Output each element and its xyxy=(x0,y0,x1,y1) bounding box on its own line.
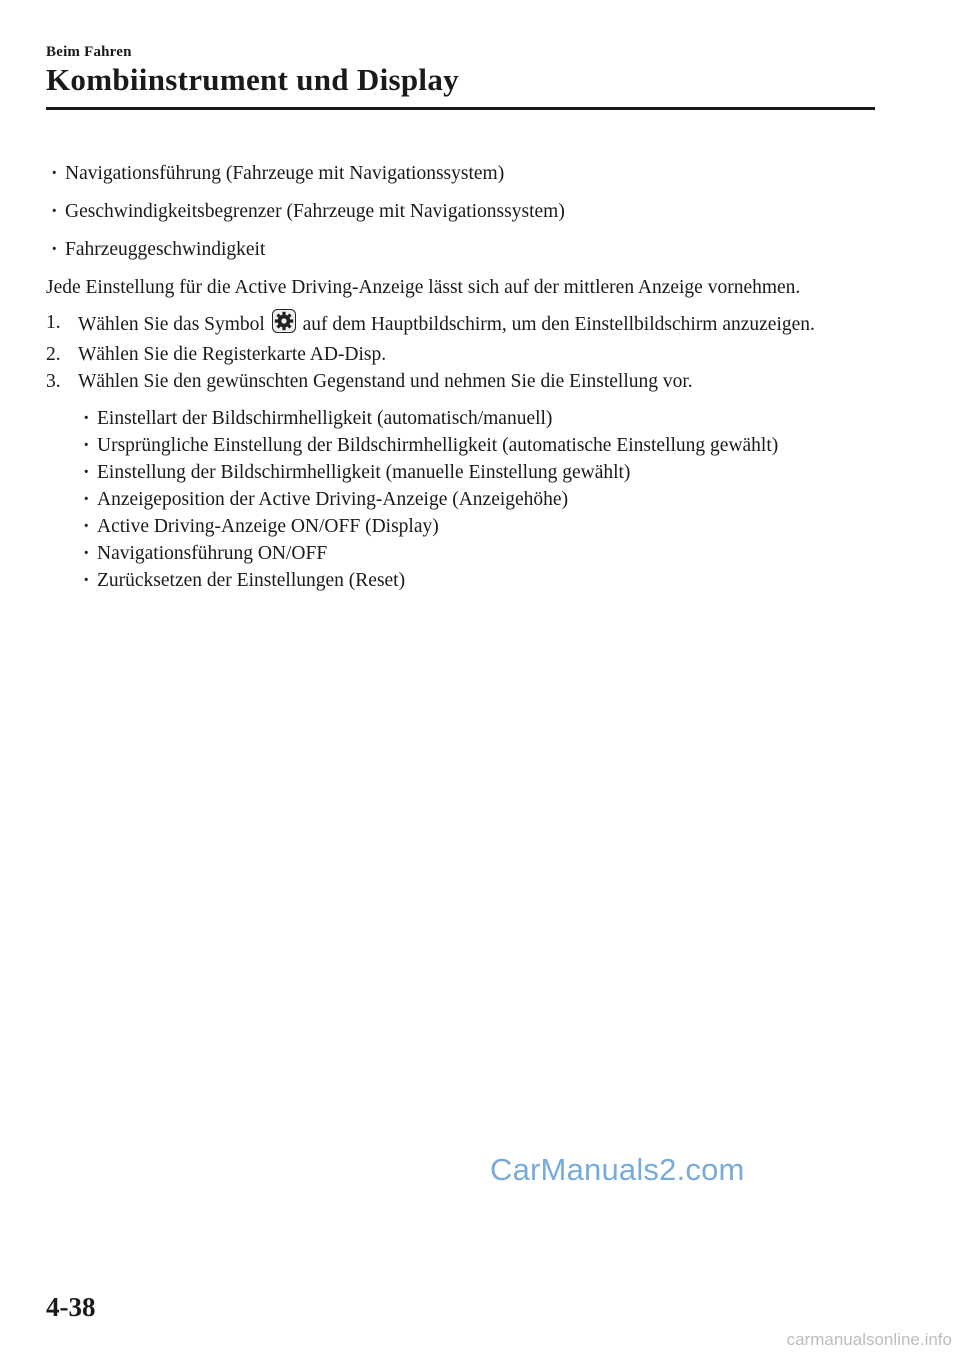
section-label: Beim Fahren xyxy=(46,44,132,60)
step-item xyxy=(46,341,846,368)
step-text: auf dem Hauptbildschirm, um den Einstellbildschirm anzuzeigen. xyxy=(297,314,815,335)
list-item: · Anzeigeposition der Active Driving-Anzeige (Anzeigehöhe) xyxy=(78,486,846,513)
list-item: · Einstellart der Bildschirmhelligkeit (automatisch/manuell) xyxy=(78,405,846,432)
page-content xyxy=(46,160,846,594)
watermark-logo: CarManuals2.com xyxy=(490,1152,745,1187)
top-bullet-list xyxy=(46,160,846,263)
list-item: · Zurücksetzen der Einstellungen (Reset) xyxy=(78,567,846,594)
step-list xyxy=(46,309,846,395)
list-item: · Navigationsführung ON/OFF xyxy=(78,540,846,567)
list-item: · Geschwindigkeitsbegrenzer (Fahrzeuge mit Navigationssystem) xyxy=(46,198,846,225)
step-text: Wählen Sie die Registerkarte AD-Disp. xyxy=(78,344,387,365)
list-item: · Navigationsführung (Fahrzeuge mit Navigationssystem) xyxy=(46,160,846,187)
step-number: 2. xyxy=(46,344,61,365)
list-item: · Ursprüngliche Einstellung der Bildschirmhelligkeit (automatische Einstellung gewählt) xyxy=(78,432,846,459)
step-text: Wählen Sie den gewünschten Gegenstand und nehmen Sie die Einstellung vor. xyxy=(78,371,693,392)
step-text: Wählen Sie das Symbol xyxy=(78,314,270,335)
sub-bullet-list xyxy=(78,405,846,594)
step-number: 1. xyxy=(46,312,61,333)
list-item: · Active Driving-Anzeige ON/OFF (Display) xyxy=(78,513,846,540)
footer-watermark: carmanualsonline.info xyxy=(786,1330,952,1349)
intro-paragraph: Jede Einstellung für die Active Driving-Anzeige lässt sich auf der mittleren Anzeige vornehmen. xyxy=(46,277,801,298)
step-number: 3. xyxy=(46,371,61,392)
page-title: Kombiinstrument und Display xyxy=(46,62,459,97)
gear-icon xyxy=(272,309,296,341)
list-item: · Fahrzeuggeschwindigkeit xyxy=(46,236,846,263)
page-number: 4-38 xyxy=(46,1292,96,1322)
step-item xyxy=(46,368,846,395)
title-rule xyxy=(46,107,875,110)
list-item: · Einstellung der Bildschirmhelligkeit (manuelle Einstellung gewählt) xyxy=(78,459,846,486)
step-item xyxy=(46,309,846,341)
